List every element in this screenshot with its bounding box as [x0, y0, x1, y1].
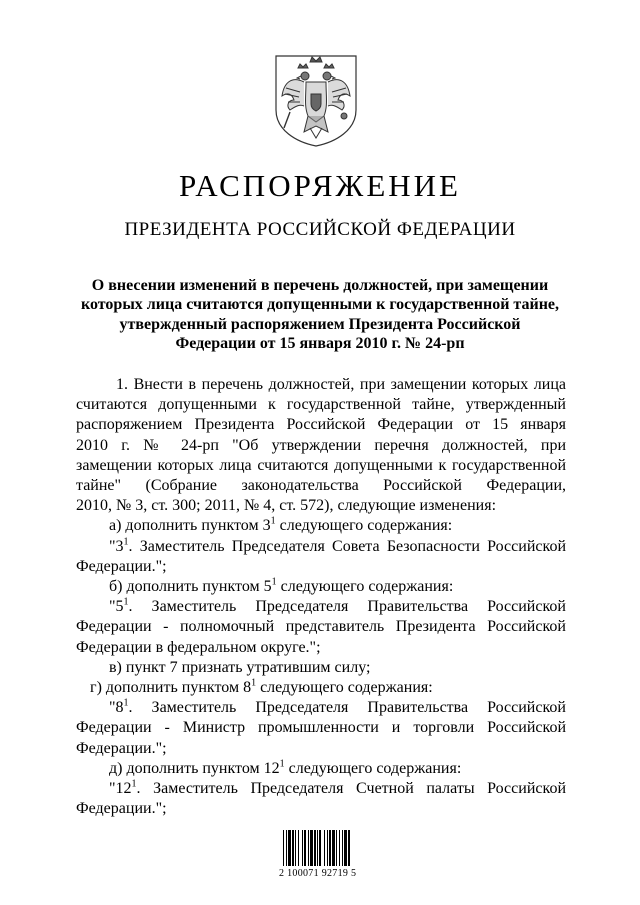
superscript: 1 [131, 778, 137, 790]
quoted-line: Федерации."; [76, 800, 167, 818]
document-type-title: РАСПОРЯЖЕНИЕ [179, 168, 461, 203]
barcode-bar [348, 830, 350, 866]
barcode-bar [302, 830, 303, 866]
barcode-bar [286, 830, 287, 866]
text-span: . Заместитель Председателя Правительства Российской [128, 598, 566, 616]
text-span: г) дополнить пунктом 8 [90, 679, 252, 697]
barcode-bar [314, 830, 316, 866]
barcode-bar [332, 830, 335, 866]
body-line: 2010 г. № 24-рп "Об утверждении перечня должностей, при [76, 436, 566, 454]
text-span: "3 [109, 537, 124, 555]
amendment-item-v: в) пункт 7 признать утратившим силу; [109, 658, 371, 676]
barcode-bar [317, 830, 318, 866]
superscript: 1 [271, 576, 277, 588]
quoted-line: Федерации."; [76, 739, 167, 757]
amendment-item-g [76, 678, 566, 698]
amendment-item-b [76, 577, 566, 597]
text-span: д) дополнить пунктом 12 [109, 759, 280, 777]
heading-line: О внесении изменений в перечень должностей, при замещении [91, 277, 549, 294]
barcode-bar [308, 830, 309, 866]
amendment-item-a [76, 516, 566, 536]
quoted-line: Федерации - Министр промышленности и торговли Российской [76, 719, 566, 737]
barcode-bar [329, 830, 331, 866]
superscript: 1 [123, 596, 129, 608]
quoted-line: Федерации - полномочный представитель Президента Российской [76, 618, 566, 636]
body-line: 2010, № 3, ст. 300; 2011, № 4, ст. 572), следующие изменения: [76, 497, 497, 515]
barcode-bar [310, 830, 313, 866]
text-span: "5 [109, 598, 124, 616]
text-span: следующего содержания: [276, 578, 454, 596]
amendment-item-d [76, 759, 566, 779]
superscript: 1 [123, 536, 129, 548]
quoted-line [76, 597, 566, 617]
barcode-bar [292, 830, 294, 866]
superscript: 1 [270, 516, 276, 528]
barcode-bar [336, 830, 337, 866]
coat-of-arms-emblem-icon [274, 52, 358, 148]
quoted-line [76, 698, 566, 718]
heading-line: Федерации от 15 января 2010 г. № 24-рп [175, 335, 465, 353]
document-heading [60, 276, 580, 354]
barcode-bar [295, 830, 296, 866]
body-line: тайне" (Собрание законодательства Российской Федерации, [76, 477, 566, 495]
body-line: распоряжением Президента Российской Федерации от 15 января [76, 416, 566, 434]
text-span: а) дополнить пунктом 3 [109, 517, 271, 535]
barcode-bar [288, 830, 291, 866]
body-line: замещении которых лица считаются допущенными к государственной [76, 456, 566, 474]
quoted-line: Федерации."; [76, 557, 167, 575]
text-span: "8 [109, 699, 124, 717]
text-span: следующего содержания: [284, 759, 462, 777]
barcode-bar [298, 830, 299, 866]
document-body [76, 375, 566, 819]
quoted-line [76, 779, 566, 799]
text-span: следующего содержания: [256, 679, 433, 697]
superscript: 1 [279, 758, 285, 770]
heading-line: утвержденный распоряжением Президента Российской [119, 315, 521, 333]
barcode-bar [319, 830, 321, 866]
barcode-icon [281, 830, 373, 892]
text-span: "12 [109, 780, 132, 798]
barcode-bar [304, 830, 306, 866]
issuer-subtitle: ПРЕЗИДЕНТА РОССИЙСКОЙ ФЕДЕРАЦИИ [124, 219, 516, 240]
body-line: считаются допущенными к государственной тайне, утвержденный [76, 396, 566, 414]
quoted-line [76, 537, 566, 557]
superscript: 1 [123, 697, 129, 709]
text-span: б) дополнить пунктом 5 [109, 578, 272, 596]
heading-line: которых лица считаются допущенными к государственной тайне, [80, 296, 560, 314]
barcode-number: 2 100071 92719 5 [279, 868, 357, 879]
barcode-bar [283, 830, 284, 866]
superscript: 1 [251, 677, 257, 689]
text-span: . Заместитель Председателя Счетной палаты Российской [136, 780, 566, 798]
barcode-bar [327, 830, 328, 866]
quoted-line: Федерации в федеральном округе."; [76, 638, 321, 656]
barcode-bar [342, 830, 343, 866]
barcode-bar [344, 830, 347, 866]
barcode-bar [339, 830, 340, 866]
text-span: . Заместитель Председателя Правительства Российской [128, 699, 566, 717]
text-span: . Заместитель Председателя Совета Безопасности Российской [128, 537, 566, 555]
barcode-bar [324, 830, 325, 866]
text-span: следующего содержания: [275, 517, 453, 535]
body-line: 1. Внести в перечень должностей, при замещении которых лица [116, 376, 566, 393]
